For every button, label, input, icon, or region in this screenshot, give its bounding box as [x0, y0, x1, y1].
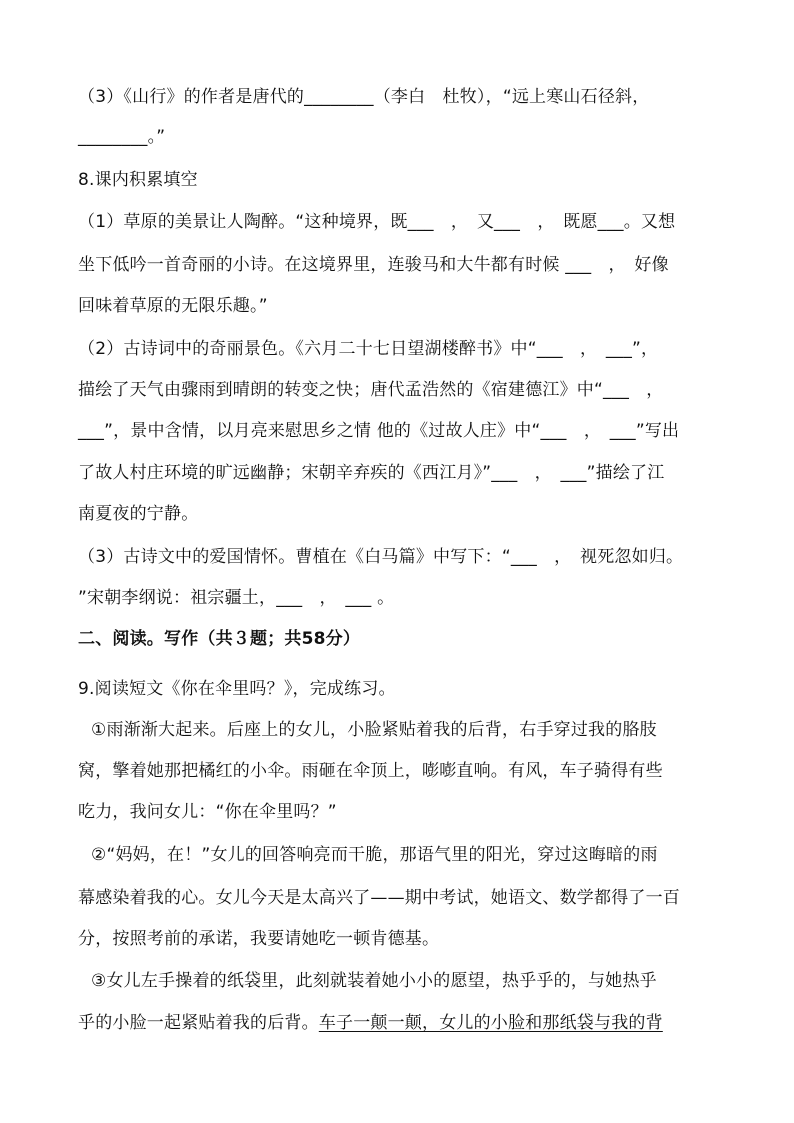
question-7-3-line-2: ________。” — [78, 127, 166, 147]
question-8-2-line-1: （2）古诗词中的奇丽景色。《六月二十七日望湖楼醉书》中“___ ， ___”， — [78, 339, 659, 359]
passage-p1-line-1: ①雨渐渐大起来。后座上的女儿，小脸紧贴着我的后背，右手穿过我的胳肢 — [91, 720, 657, 740]
passage-p2-line-2: 幕感染着我的心。女儿今天是太高兴了——期中考试，她语文、数学都得了一百 — [78, 888, 680, 908]
underlined-sentence: 车子一颠一颠，女儿的小脸和那纸袋与我的背 — [318, 1013, 663, 1033]
passage-p1-line-2: 窝，擎着她那把橘红的小伞。雨砸在伞顶上，嘭嘭直响。有风，车子骑得有些 — [78, 761, 663, 781]
question-8-2-line-4: 了故人村庄环境的旷远幽静；宋朝辛弃疾的《西江月》”___ ， ___”描绘了江 — [78, 463, 665, 483]
passage-p3-line-2 — [78, 1012, 663, 1034]
passage-p1-line-3: 吃力，我问女儿：“你在伞里吗？” — [78, 802, 337, 822]
question-9-title: 9.阅读短文《你在伞里吗？》，完成练习。 — [78, 679, 396, 699]
question-8-3-line-2: ”宋朝李纲说：祖宗疆土，___ ， ___ 。 — [78, 588, 395, 608]
question-8-2-line-3: ___”，景中含情，以月亮来慰思乡之情 他的《过故人庄》中“___ ， ___”写出 — [78, 421, 680, 441]
question-8-1-line-3: 回味着草原的无限乐趣。” — [78, 296, 268, 316]
question-8-2-line-2: 描绘了天气由骤雨到晴朗的转变之快；唐代孟浩然的《宿建德江》中“___ ， — [78, 380, 664, 400]
question-8-2-line-5: 南夏夜的宁静。 — [78, 504, 199, 524]
question-8-3-line-1: （3）古诗文中的爱国情怀。曹植在《白马篇》中写下：“___ ， 视死忽如归。 — [78, 547, 684, 567]
passage-p3-line-1: ③女儿左手操着的纸袋里，此刻就装着她小小的愿望，热乎乎的，与她热乎 — [91, 971, 657, 991]
question-8-1-line-2: 坐下低吟一首奇丽的小诗。在这境界里，连骏马和大牛都有时候 ___ ， 好像 — [78, 255, 669, 275]
passage-p2-line-3: 分，按照考前的承诺，我要请她吃一顿肯德基。 — [78, 929, 440, 949]
passage-p2-line-1: ②“妈妈，在！”女儿的回答响亮而干脆，那语气里的阳光，穿过这晦暗的雨 — [91, 845, 658, 865]
section-2-heading: 二、阅读。写作（共３题；共58分） — [78, 629, 361, 649]
question-8-title: 8.课内积累填空 — [78, 170, 198, 190]
passage-p3-line-2-text: 乎的小脸一起紧贴着我的后背。 — [78, 1013, 319, 1033]
question-8-1-line-1: （1）草原的美景让人陶醉。“这种境界，既___ ， 又___ ， 既愿___。又想 — [78, 212, 676, 232]
question-7-3-line-1: （3）《山行》的作者是唐代的________（李白 杜牧），“远上寒山石径斜， — [78, 87, 650, 107]
